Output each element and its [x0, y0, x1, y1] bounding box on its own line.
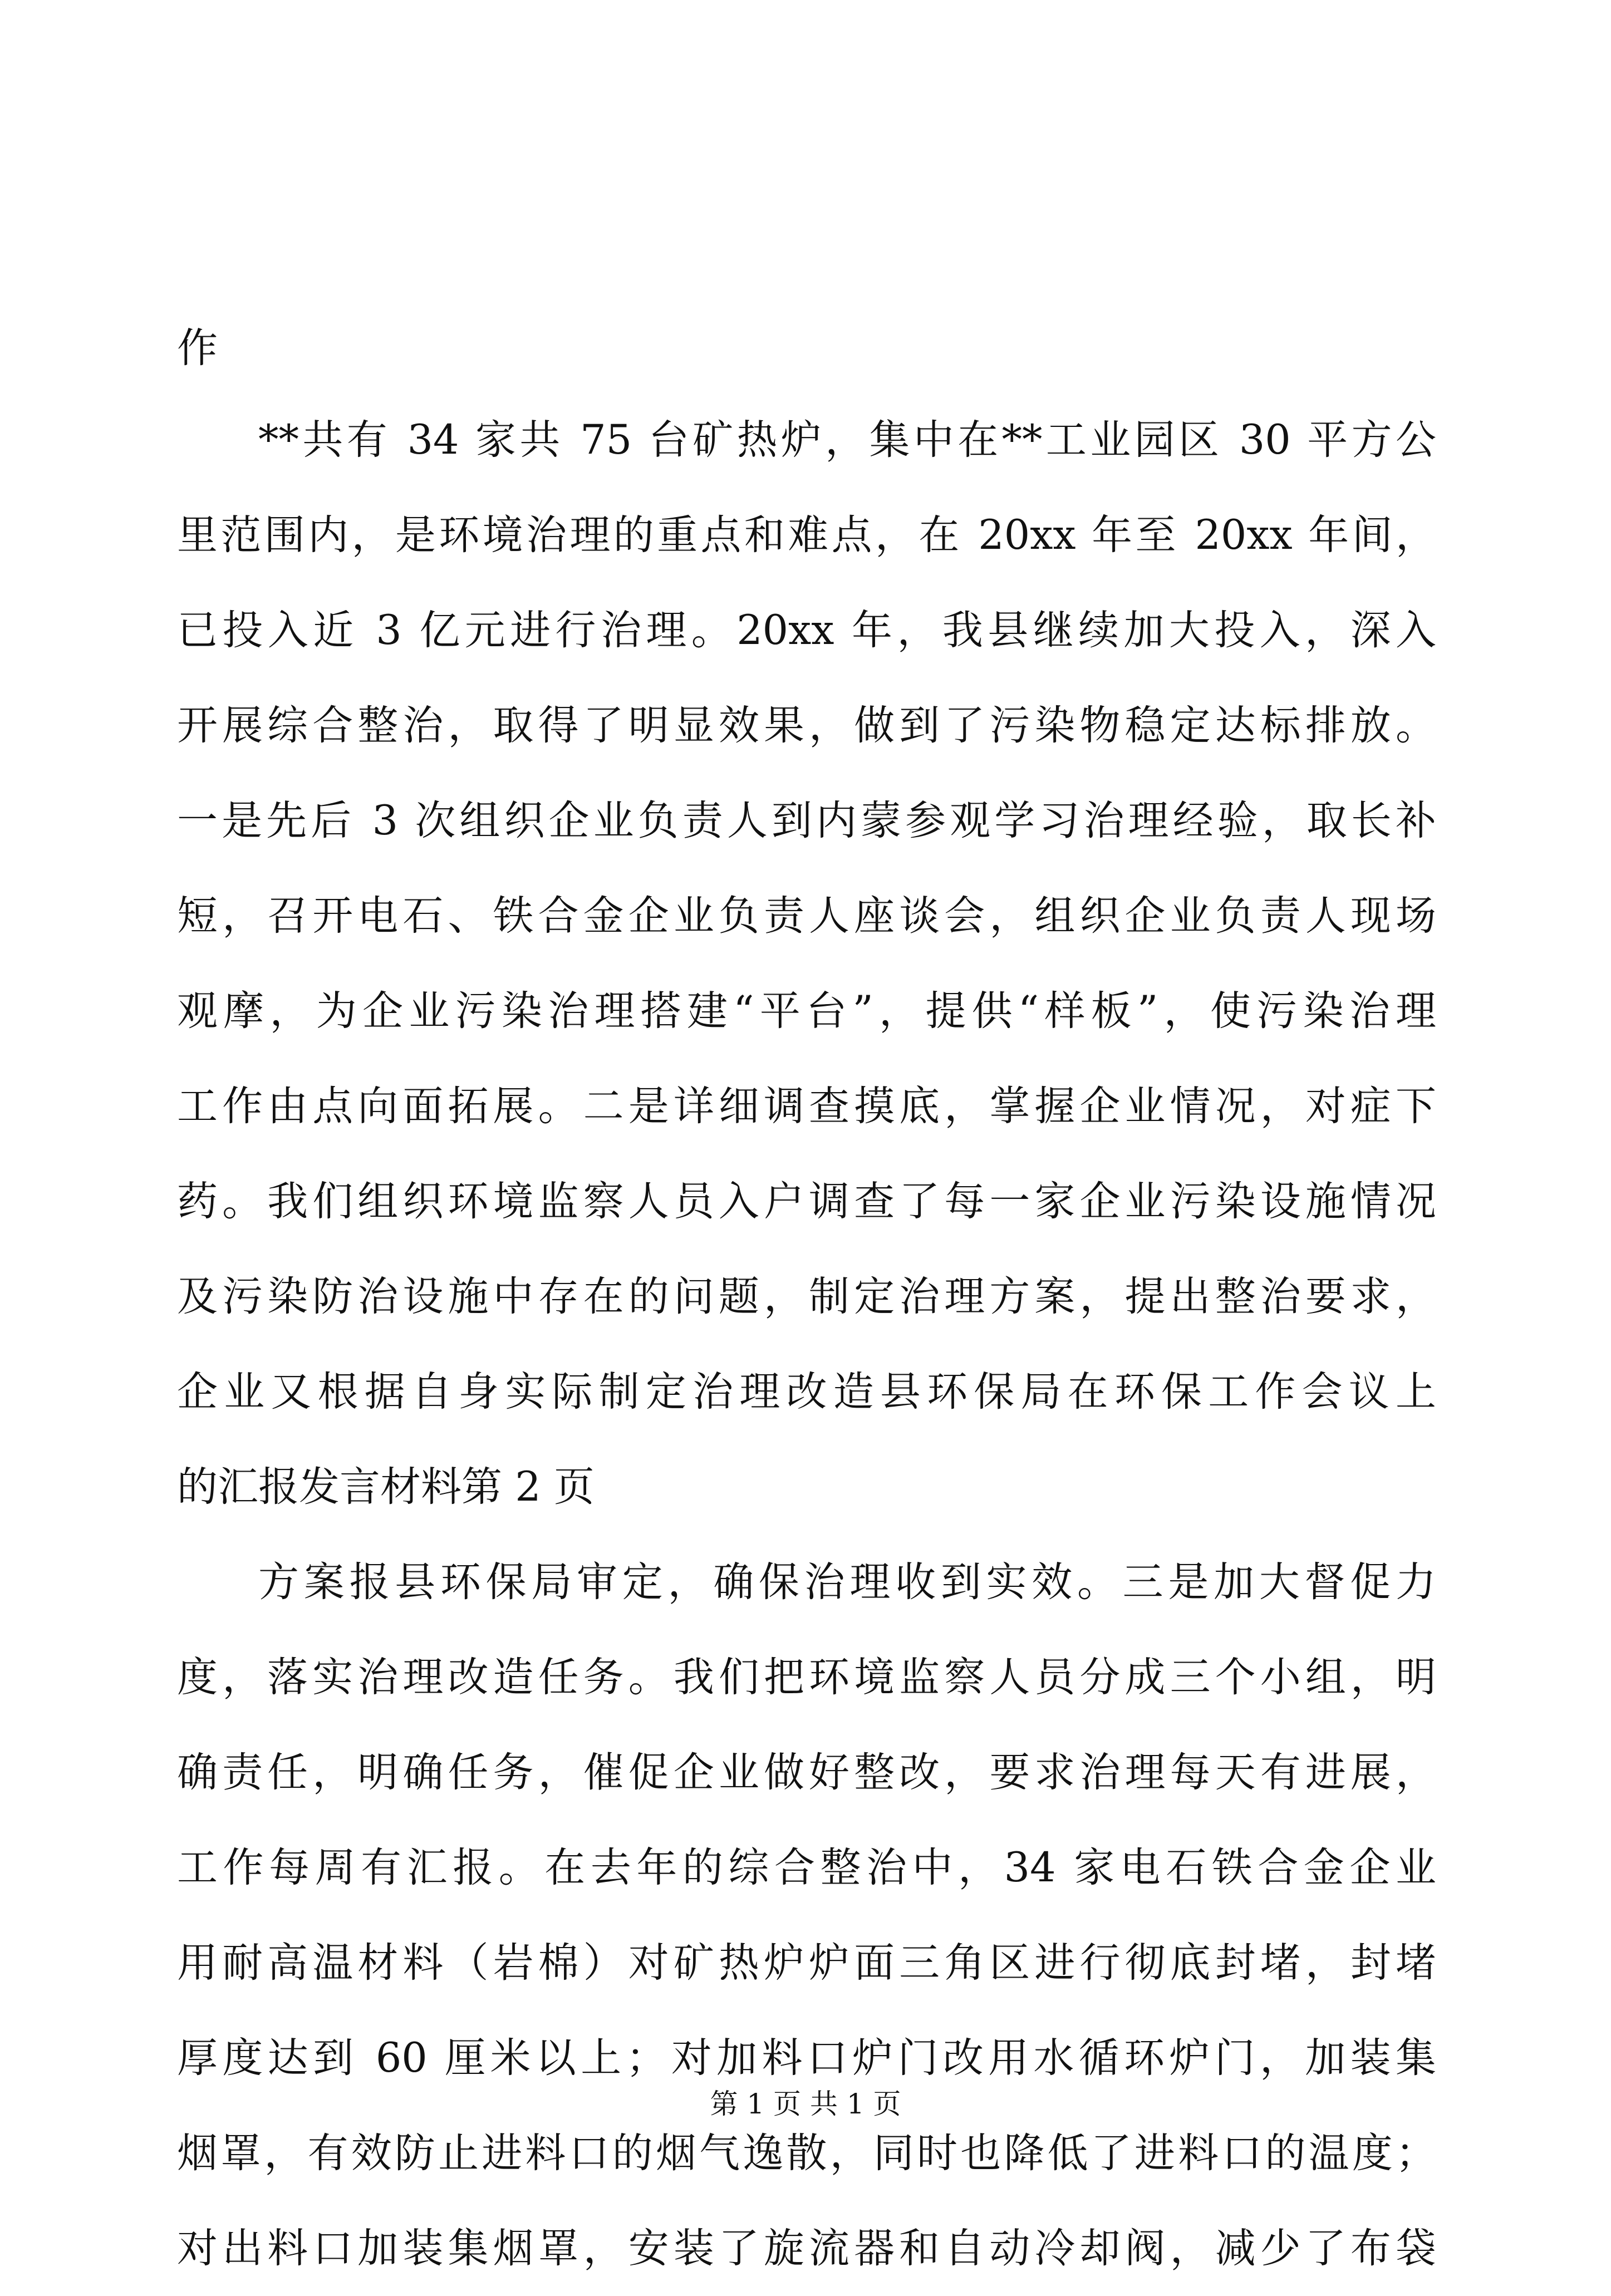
text-line: 里范围内，是环境治理的重点和难点，在 20xx 年至 20xx 年间， [177, 512, 1436, 559]
text-line: 厚度达到 60 厘米以上；对加料口炉门改用水循环炉门，加装集 [177, 2034, 1436, 2082]
text-line: 度，落实治理改造任务。我们把环境监察人员分成三个小组，明 [177, 1654, 1436, 1701]
text-line: 一是先后 3 次组织企业负责人到内蒙参观学习治理经验，取长补 [177, 797, 1436, 844]
text-line: 作 [177, 325, 218, 372]
text-line: 短，召开电石、铁合金企业负责人座谈会，组织企业负责人现场 [177, 892, 1436, 940]
page-footer [0, 2084, 1611, 2123]
text-line: 的汇报发言材料第 2 页 [177, 1463, 595, 1511]
text-line: 企业又根据自身实际制定治理改造县环保局在环保工作会议上 [177, 1368, 1436, 1415]
text-line: 确责任，明确任务，催促企业做好整改，要求治理每天有进展， [177, 1749, 1436, 1796]
page-number-label: 第 1 页 共 1 页 [710, 2088, 901, 2120]
text-line: 方案报县环保局审定，确保治理收到实效。三是加大督促力 [258, 1558, 1436, 1606]
text-line: 及污染防治设施中存在的问题，制定治理方案，提出整治要求， [177, 1273, 1436, 1320]
text-line: 工作每周有汇报。在去年的综合整治中，34 家电石铁合金企业 [177, 1844, 1436, 1891]
text-line: 烟罩，有效防止进料口的烟气逸散，同时也降低了进料口的温度； [177, 2130, 1436, 2177]
text-line: 工作由点向面拓展。二是详细调查摸底，掌握企业情况，对症下 [177, 1083, 1436, 1130]
text-line: 药。我们组织环境监察人员入户调查了每一家企业污染设施情况 [177, 1178, 1436, 1225]
text-line: 开展综合整治，取得了明显效果，做到了污染物稳定达标排放。 [177, 702, 1436, 749]
document-body [177, 301, 1436, 2296]
text-line: 观摩，为企业污染治理搭建“平台”，提供“样板”，使污染治理 [177, 987, 1436, 1035]
text-line: 用耐高温材料（岩棉）对矿热炉炉面三角区进行彻底封堵，封堵 [177, 1939, 1436, 1987]
text-line: 已投入近 3 亿元进行治理。20xx 年，我县继续加大投入，深入 [177, 607, 1436, 654]
text-line: **共有 34 家共 75 台矿热炉，集中在**工业园区 30 平方公 [258, 416, 1436, 464]
text-line: 对出料口加装集烟罩，安装了旋流器和自动冷却阀，减少了布袋 [177, 2225, 1436, 2272]
